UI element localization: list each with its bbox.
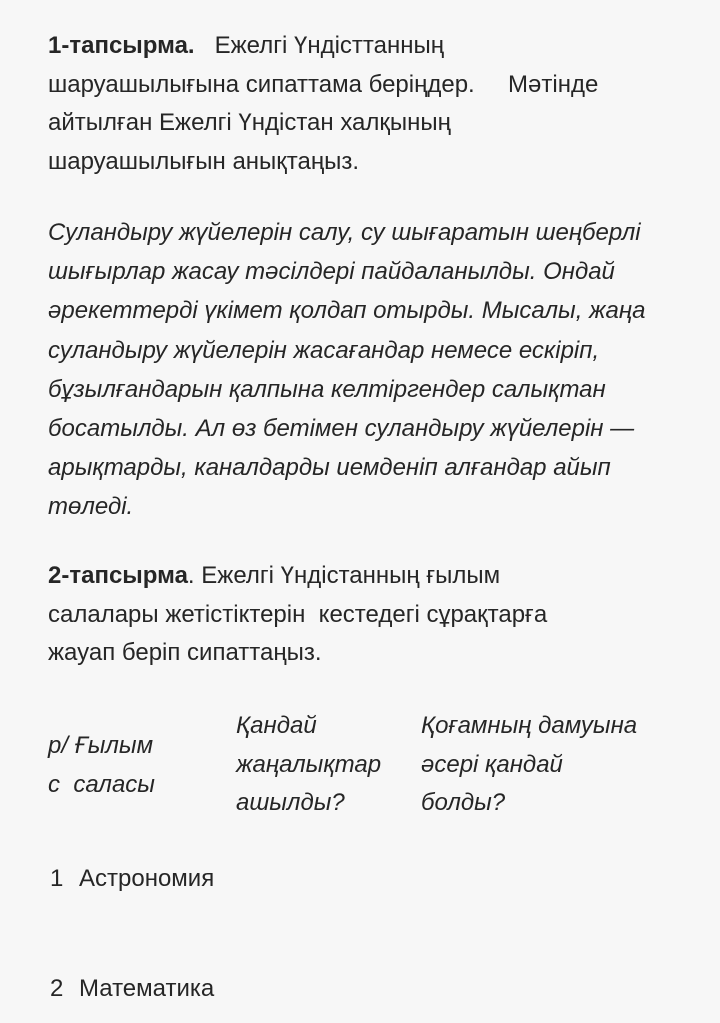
row-field: Математика	[79, 975, 215, 1002]
passage-line: босатылды. Ал өз бетімен суландыру жүйелерін —	[48, 415, 635, 443]
passage-line: арықтарды, каналдарды иемденіп алғандар айып	[48, 454, 611, 482]
table-header-discoveries	[236, 707, 381, 823]
table-header-impact	[421, 707, 637, 823]
passage-line: әрекеттерді үкімет қолдап отырды. Мысалы, жаңа	[48, 297, 646, 325]
task1-label: 1-тапсырма.	[48, 32, 195, 59]
passage-paragraph	[48, 213, 688, 527]
task1-paragraph	[48, 27, 688, 181]
row-number: 2	[50, 975, 64, 1002]
passage-line: суландыру жүйелерін жасағандар немесе ескіріп,	[48, 336, 600, 364]
task2-line-1	[48, 557, 688, 596]
header-line: с саласы	[48, 770, 155, 798]
row-number: 1	[50, 865, 64, 892]
task2-text: . Ежелгі Үндістанның ғылым	[187, 562, 501, 589]
task1-text: Ежелгі Үндісттанның	[214, 32, 444, 59]
task1-line-2: шаруашылығына сипаттама беріңдер. Мәтінде	[48, 70, 599, 98]
header-line: болды?	[421, 789, 506, 816]
header-line: жаңалықтар	[236, 750, 382, 778]
task2-line-2: салалары жетістіктерін кестедегі сұрақтарға	[48, 600, 548, 628]
task1-line-1	[48, 27, 688, 66]
passage-line: төледі.	[48, 493, 134, 521]
header-line: Қоғамның дамуына	[421, 712, 638, 739]
passage-line: бұзылғандарын қалпына келтіргендер салықтан	[48, 375, 606, 403]
table-row	[50, 974, 214, 1004]
task1-line-4: шаруашылығын анықтаңыз.	[48, 147, 360, 175]
task2-paragraph	[48, 557, 688, 673]
row-field: Астрономия	[79, 865, 215, 892]
passage-line: шығырлар жасау тәсілдері пайдаланылды. Ондай	[48, 258, 615, 286]
table-header-field	[48, 727, 155, 804]
table-row	[50, 864, 214, 894]
header-line: р/ Ғылым	[48, 732, 154, 759]
header-line: әсері қандай	[421, 750, 563, 778]
task2-label: 2-тапсырма	[48, 562, 188, 589]
header-line: Қандай	[236, 712, 317, 739]
header-line: ашылды?	[236, 789, 345, 816]
task1-line-3: айтылған Ежелгі Үндістан халқының	[48, 109, 451, 136]
task2-line-3: жауап беріп сипаттаңыз.	[48, 639, 322, 666]
passage-line: Суландыру жүйелерін салу, су шығаратын шеңберлі	[48, 219, 641, 246]
